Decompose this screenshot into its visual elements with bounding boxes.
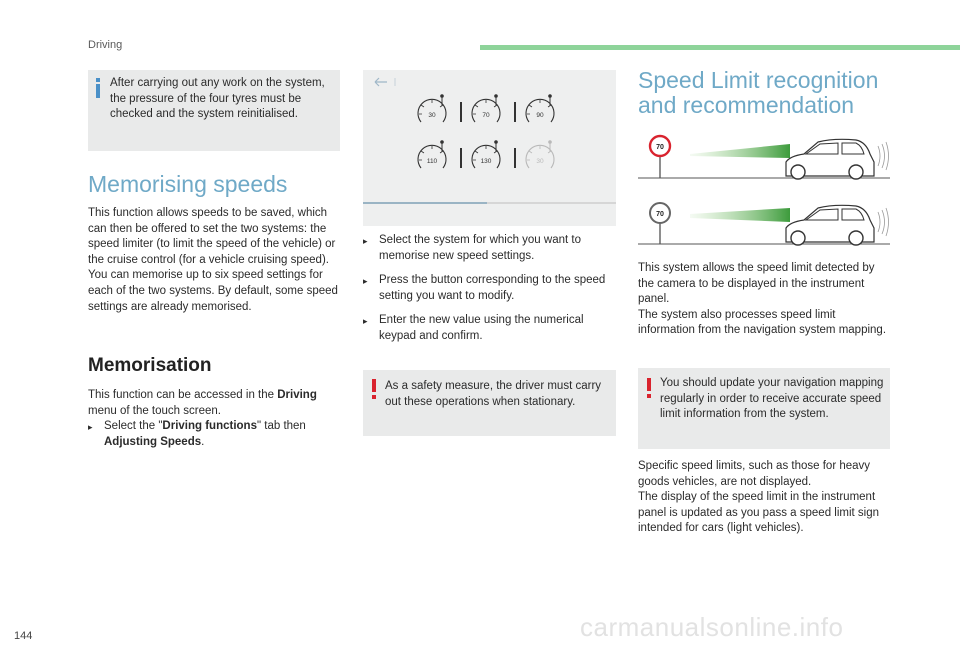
step-1 <box>363 233 613 264</box>
gauge-separator <box>460 148 462 168</box>
info-icon <box>94 78 102 98</box>
heading-speed-limit-line-2: and recommendation <box>638 92 855 118</box>
memorising-paragraph-1: This function allows speeds to be saved, which can then be offered to set the two systems: the speed limiter (to limit the speed of the vehicle) or the cruise control (for a vehicle cruising speed). <box>88 207 336 266</box>
memorisation-description <box>88 388 344 450</box>
speed-gauge-icon <box>521 138 561 174</box>
speed-gauge-icon <box>413 92 453 128</box>
screen-progress-bar <box>363 202 487 204</box>
step-2-text: Press the button corresponding to the speed setting you want to modify. <box>379 274 606 302</box>
step-1-text: Select the system for which you want to memorise new speed settings. <box>379 234 581 262</box>
step-3 <box>363 313 613 344</box>
speed-gauge-icon <box>521 92 561 128</box>
step-arrow-icon: ▸ <box>363 276 368 287</box>
gauge-separator <box>514 102 516 122</box>
heading-speed-limit <box>638 68 878 118</box>
specific-limits-description <box>638 459 894 537</box>
gauge-separator <box>460 102 462 122</box>
speed-gauge-value: 30 <box>428 112 436 119</box>
specific-paragraph-1: Specific speed limits, such as those for heavy goods vehicles, are not displayed. <box>638 460 871 488</box>
speed-gauge-value: 110 <box>426 158 438 165</box>
heading-memorisation: Memorisation <box>88 355 212 376</box>
warning-exclamation-icon <box>646 378 652 398</box>
tab-name: Driving functions <box>162 420 257 433</box>
speed-gauge-value: 70 <box>482 112 490 119</box>
speed-sign-detection-illustration-1 <box>638 132 890 184</box>
specific-paragraph-2: The display of the speed limit in the instrument panel is updated as you pass a speed limit sign intended for cars (light vehicles). <box>638 491 880 535</box>
access-paragraph <box>88 388 344 419</box>
info-note-box <box>88 70 340 151</box>
step-arrow-icon: ▸ <box>88 422 93 433</box>
step-arrow-icon: ▸ <box>363 236 368 246</box>
page-number: 144 <box>14 630 33 642</box>
step-3-text: Enter the new value using the numerical keypad and confirm. <box>379 314 584 342</box>
speed-sign-detection-illustration-2 <box>638 198 890 250</box>
access-text-end: menu of the touch screen. <box>88 404 221 417</box>
speed-gauge-value: 130 <box>480 158 492 165</box>
step-arrow-icon: ▸ <box>363 316 368 327</box>
select-tab-text <box>104 419 306 450</box>
select-tab-step <box>88 419 344 450</box>
sign2-value: 70 <box>656 211 664 218</box>
safety-warning-box <box>363 370 616 436</box>
speed-gauge-icon <box>413 138 453 174</box>
access-text: This function can be accessed in the <box>88 389 278 401</box>
memorising-paragraph-2: You can memorise up to six speed settings for each of the two systems. By default, some speed settings are already memorised. <box>88 269 338 313</box>
select-text: Select the " <box>104 420 163 433</box>
select-text-mid: " tab then <box>256 420 306 433</box>
system-paragraph-1: This system allows the speed limit detected by the camera to be displayed in the instrument panel. <box>638 262 875 306</box>
memorising-description <box>88 206 342 315</box>
watermark: carmanualsonline.info <box>580 612 844 642</box>
item-name: Adjusting Speeds <box>104 435 202 448</box>
safety-warning-text: As a safety measure, the driver must carry out these operations when stationary. <box>385 380 602 408</box>
heading-memorising-speeds: Memorising speeds <box>88 171 288 197</box>
warning-exclamation-icon <box>371 379 377 399</box>
step-2 <box>363 273 613 304</box>
navigation-update-warning-box <box>638 368 890 449</box>
system-description <box>638 261 890 339</box>
speed-gauge-icon <box>467 138 507 174</box>
heading-speed-limit-line-1: Speed Limit recognition <box>638 67 879 93</box>
touchscreen-illustration <box>363 70 616 226</box>
select-text-end: . <box>201 435 205 448</box>
sign1-value: 70 <box>656 144 664 151</box>
speed-gauge-value: 30 <box>536 158 544 165</box>
section-header-bar <box>480 45 960 50</box>
info-note-text: After carrying out any work on the system, the pressure of the four tyres must be checked and the system reinitialised. <box>110 77 325 121</box>
system-paragraph-2: The system also processes speed limit information from the navigation system mapping. <box>638 308 887 337</box>
memorise-steps <box>363 233 613 345</box>
section-header: Driving <box>88 39 123 51</box>
access-menu-name: Driving <box>277 389 317 401</box>
speed-gauge-value: 90 <box>536 112 544 119</box>
speed-gauge-icon <box>467 92 507 128</box>
navigation-update-warning-text: You should update your navigation mapping regularly in order to receive accurate speed limit information from the system. <box>660 377 884 421</box>
back-arrow-icon <box>373 76 399 88</box>
gauge-separator <box>514 148 516 168</box>
